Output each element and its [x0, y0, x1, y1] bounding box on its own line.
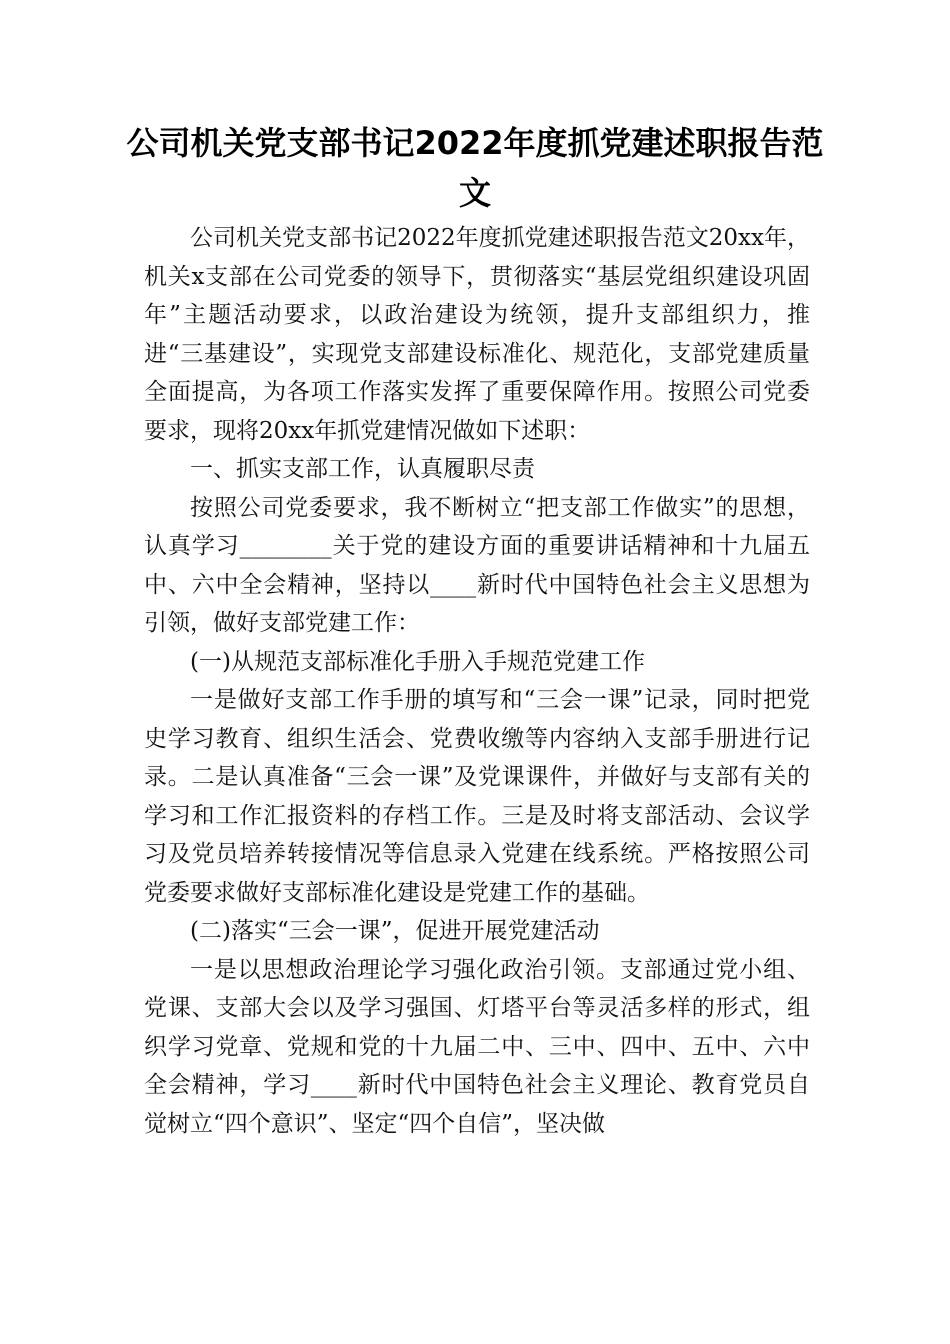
- subsection-heading-2: (二)落实“三会一课”，促进开展党建活动: [190, 918, 600, 944]
- section-heading-1: 一、抓实支部工作，认真履职尽责: [190, 456, 535, 482]
- document-body: [144, 219, 810, 1143]
- subsection-heading-1: (一)从规范支部标准化手册入手规范党建工作: [190, 648, 645, 675]
- document-title: 公司机关党支部书记2022年度抓党建述职报告范文: [126, 124, 824, 212]
- paragraph-subsection-2: 一是以思想政治理论学习强化政治引领。支部通过党小组、党课、支部大会以及学习强国、灯塔平台等灵活多样的形式，组织学习党章、党规和党的十九届二中、三中、四中、五中、六中全会精神，学习____新时代中国特色社会主义理论、教育党员自觉树立“四个意识”、坚定“四个自信”，坚决做: [144, 956, 810, 1137]
- paragraph-subsection-1: 一是做好支部工作手册的填写和“三会一课”记录，同时把党史学习教育、组织生活会、党费收缴等内容纳入支部手册进行记录。二是认真准备“三会一课”及党课课件，并做好与支部有关的学习和工作汇报资料的存档工作。三是及时将支部活动、会议学习及党员培养转接情况等信息录入党建在线系统。严格按照公司党委要求做好支部标准化建设是党建工作的基础。: [144, 687, 810, 906]
- paragraph-intro: 公司机关党支部书记2022年度抓党建述职报告范文20xx年，机关x支部在公司党委的领导下，贯彻落实“基层党组织建设巩固年”主题活动要求，以政治建设为统领，提升支部组织力，推进“三基建设”，实现党支部建设标准化、规范化，支部党建质量全面提高，为各项工作落实发挥了重要保障作用。按照公司党委要求，现将20xx年抓党建情况做如下述职：: [144, 225, 810, 444]
- paragraph-section-1: 按照公司党委要求，我不断树立“把支部工作做实”的思想，认真学习________关于党的建设方面的重要讲话精神和十九届五中、六中全会精神，坚持以____新时代中国特色社会主义思想为引领，做好支部党建工作：: [144, 494, 810, 636]
